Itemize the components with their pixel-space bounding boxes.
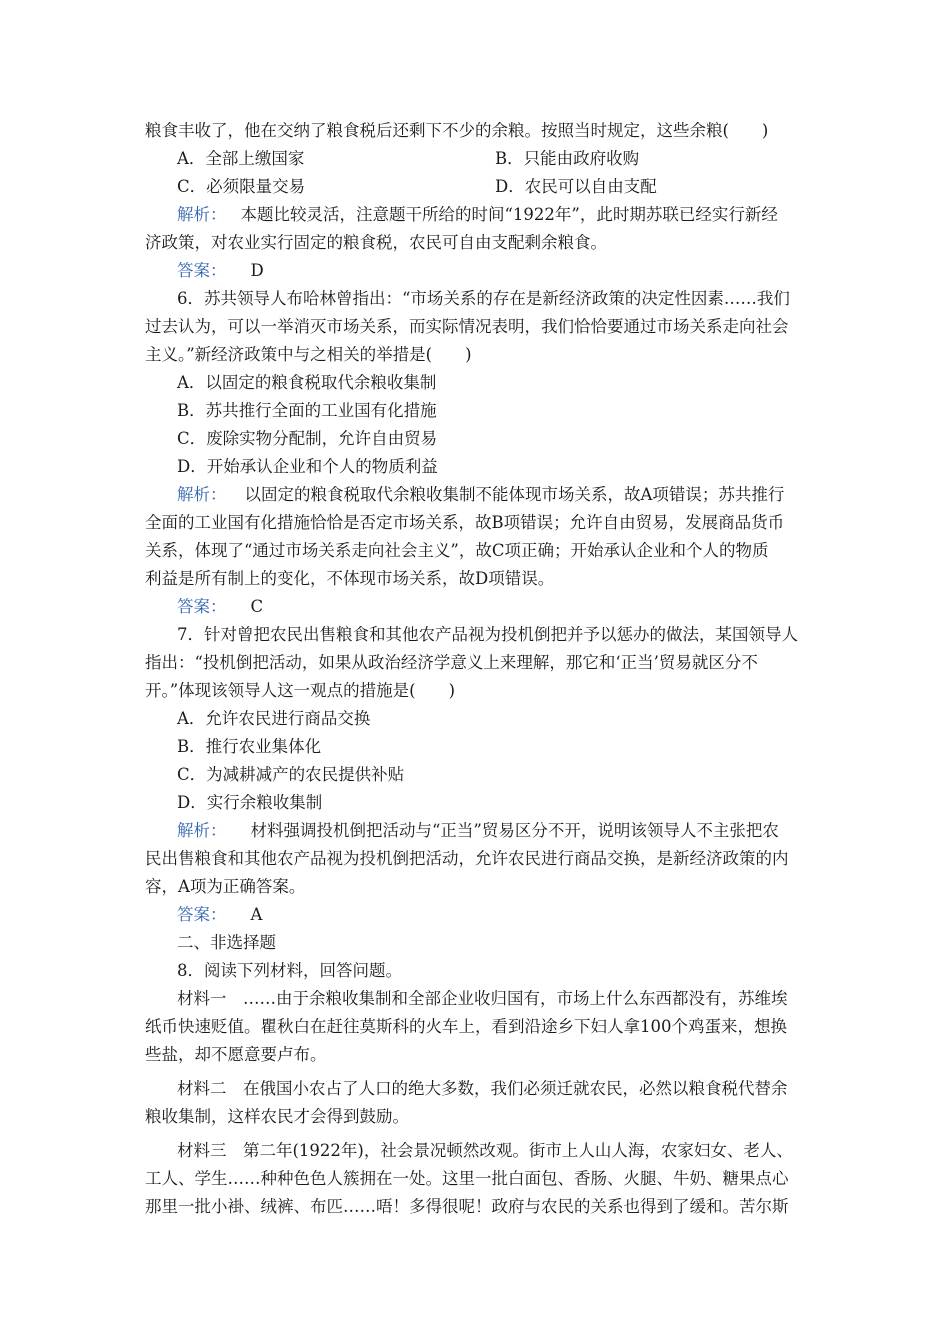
q5-answer xyxy=(177,257,264,285)
answer-label: 答案： xyxy=(177,905,227,924)
analysis-label: 解析： xyxy=(177,205,227,224)
q7-option-d: D．实行余粮收集制 xyxy=(177,793,323,812)
q5-option-a: A．全部上缴国家 xyxy=(177,149,305,168)
material-3: 材料三 第二年(1922年)，社会景况顿然改观。街市上人山人海，农家妇女、老人、 xyxy=(177,1141,793,1160)
q8-stem: 8．阅读下列材料，回答问题。 xyxy=(177,961,402,980)
q5-stem: 粮食丰收了，他在交纳了粮食税后还剩下不少的余粮。按照当时规定，这些余粮( ) xyxy=(145,121,769,140)
q7-option-c: C．为减耕减产的农民提供补贴 xyxy=(177,765,405,784)
analysis-text: 材料强调投机倒把活动与“正当”贸易区分不开，说明该领导人不主张把农 xyxy=(250,821,779,840)
q7-analysis xyxy=(177,817,779,845)
q6-option-b: B．苏共推行全面的工业国有化措施 xyxy=(177,401,437,420)
q6-stem-cont: 过去认为，可以一举消灭市场关系，而实际情况表明，我们恰恰要通过市场关系走向社会 xyxy=(145,317,789,336)
q6-option-c: C．废除实物分配制，允许自由贸易 xyxy=(177,429,438,448)
material-2-cont: 粮收集制，这样农民才会得到鼓励。 xyxy=(145,1107,409,1126)
q7-option-a: A．允许农民进行商品交换 xyxy=(177,709,371,728)
q5-option-c: C．必须限量交易 xyxy=(177,177,306,196)
q7-stem-cont: 开。”体现该领导人这一观点的措施是( ) xyxy=(145,681,456,700)
q6-analysis-cont: 利益是所有制上的变化，不体现市场关系，故D项错误。 xyxy=(145,569,555,588)
answer-value: A xyxy=(250,905,263,924)
q7-option-b: B．推行农业集体化 xyxy=(177,737,322,756)
analysis-text: 本题比较灵活，注意题干所给的时间“1922年”，此时期苏联已经实行新经 xyxy=(240,205,778,224)
q6-option-d: D．开始承认企业和个人的物质利益 xyxy=(177,457,438,476)
material-3-cont: 那里一批小褂、绒裤、布匹……唔！多得很呢！政府与农民的关系也得到了缓和。苦尔斯 xyxy=(145,1197,789,1216)
analysis-label: 解析： xyxy=(177,821,227,840)
material-1-cont: 纸币快速贬值。瞿秋白在赶往莫斯科的火车上，看到沿途乡下妇人拿100个鸡蛋来，想换 xyxy=(145,1017,787,1036)
q7-stem-cont: 指出：“投机倒把活动，如果从政治经济学意义上来理解，那它和‘正当’贸易就区分不 xyxy=(145,653,758,672)
material-3-cont: 工人、学生……种种色色人簇拥在一处。这里一批白面包、香肠、火腿、牛奶、糖果点心 xyxy=(145,1169,789,1188)
answer-value: C xyxy=(250,597,264,616)
material-1: 材料一 ……由于余粮收集制和全部企业收归国有，市场上什么东西都没有，苏维埃 xyxy=(177,989,788,1008)
analysis-label: 解析： xyxy=(177,485,227,504)
q6-answer xyxy=(177,593,263,621)
q5-analysis-cont: 济政策，对农业实行固定的粮食税，农民可自由支配剩余粮食。 xyxy=(145,233,607,252)
q7-analysis-cont: 民出售粮食和其他农产品视为投机倒把活动，允许农民进行商品交换，是新经济政策的内 xyxy=(145,849,789,868)
q6-analysis-cont: 全面的工业国有化措施恰恰是否定市场关系，故B项错误；允许自由贸易，发展商品货币 xyxy=(145,513,785,532)
material-1-cont: 些盐，却不愿意要卢布。 xyxy=(145,1045,327,1064)
material-2: 材料二 在俄国小农占了人口的绝大多数，我们必须迁就农民，必然以粮食税代替余 xyxy=(177,1079,788,1098)
q6-stem-cont: 主义。”新经济政策中与之相关的举措是( ) xyxy=(145,345,472,364)
q5-analysis xyxy=(177,201,778,229)
q7-stem: 7．针对曾把农民出售粮食和其他农产品视为投机倒把并予以惩办的做法，某国领导人 xyxy=(177,625,798,644)
q7-analysis-cont: 容，A项为正确答案。 xyxy=(145,877,306,896)
answer-label: 答案： xyxy=(177,597,227,616)
q6-analysis xyxy=(177,481,784,509)
answer-label: 答案： xyxy=(177,261,227,280)
answer-value: D xyxy=(250,261,264,280)
q6-analysis-cont: 关系，体现了“通过市场关系走向社会主义”，故C项正确；开始承认企业和个人的物质 xyxy=(145,541,769,560)
section-heading: 二、非选择题 xyxy=(177,933,276,952)
q6-stem: 6．苏共领导人布哈林曾指出：“市场关系的存在是新经济政策的决定性因素……我们 xyxy=(177,289,790,308)
q7-answer xyxy=(177,901,262,929)
q6-option-a: A．以固定的粮食税取代余粮收集制 xyxy=(177,373,437,392)
analysis-text: 以固定的粮食税取代余粮收集制不能体现市场关系，故A项错误；苏共推行 xyxy=(244,485,785,504)
q5-option-b: B．只能由政府收购 xyxy=(495,149,640,168)
q5-option-d: D．农民可以自由支配 xyxy=(495,177,657,196)
